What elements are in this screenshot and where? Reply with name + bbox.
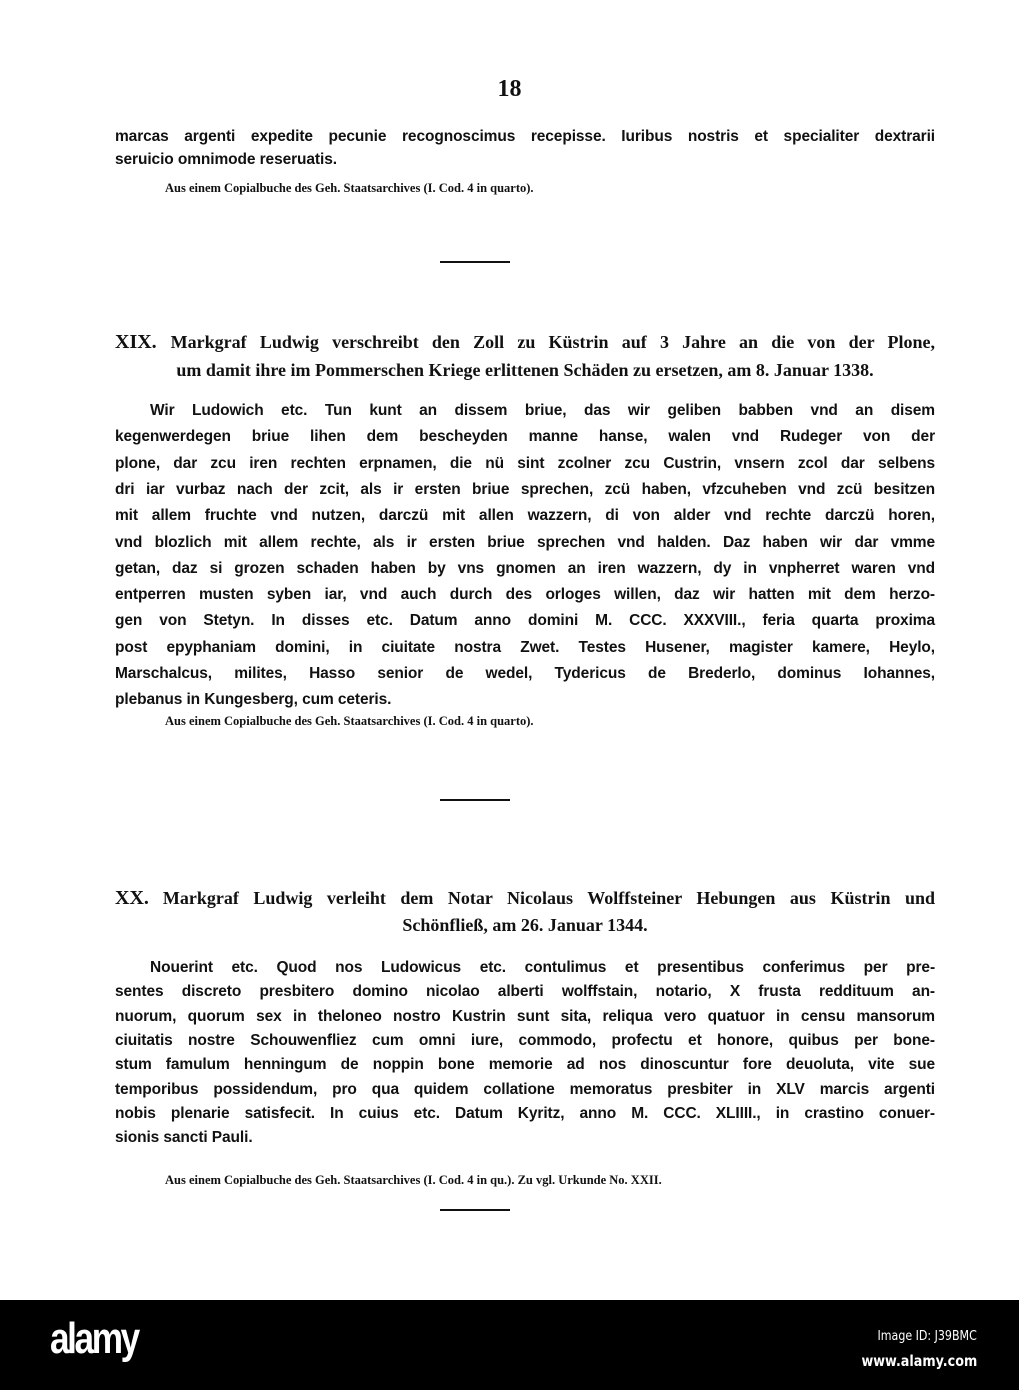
body-line: vnd blozlich mit allem rechte, als ir ersten briue sprechen vnd halden. Daz haben wir dar vmme xyxy=(115,533,935,551)
document-xix-title xyxy=(115,330,935,354)
source-note: Aus einem Copialbuche des Geh. Staatsarchives (I. Cod. 4 in quarto). xyxy=(165,181,534,195)
body-line: plone, dar zcu iren rechten erpnamen, die nü sint zcolner zcu Custrin, vnsern zcol dar selbens xyxy=(115,454,935,472)
body-line: plebanus in Kungesberg, cum ceteris. xyxy=(115,691,392,709)
section-divider xyxy=(440,261,510,263)
alamy-logo: alamy xyxy=(50,1314,138,1363)
body-line: mit allem fruchte vnd nutzen, darczü mit allen wazzern, di von alder vnd rechte darczü horen, xyxy=(115,507,935,525)
title-line: Schönfließ, am 26. Januar 1344. xyxy=(402,915,648,935)
body-line: gen von Stetyn. In disses etc. Datum anno domini M. CCC. XXXVIII., feria quarta proxima xyxy=(115,612,935,630)
body-line: Nouerint etc. Quod nos Ludowicus etc. contulimus et presentibus conferimus per pre- xyxy=(150,959,935,976)
body-line: getan, daz si grozen schaden haben by vns gnomen an iren wazzern, dy in vnpherret waren vnd xyxy=(115,559,935,577)
body-line: sentes discreto presbitero domino nicolao alberti wolffstain, notario, X frusta reddituum an- xyxy=(115,983,935,1001)
body-line: post epyphaniam domini, in ciuitate nostra Zwet. Testes Husener, magister kamere, Heylo, xyxy=(115,638,935,656)
body-line: ciuitatis nostre Schouwenfliez cum omni iure, commodo, profectu et honore, quibus per bone- xyxy=(115,1031,935,1049)
page-number: 18 xyxy=(497,76,522,102)
body-line: dri iar vurbaz nach der zcit, als ir ersten briue sprechen, zcü haben, vfzcuheben vnd zcü besitzen xyxy=(115,480,935,498)
document-xx-title xyxy=(115,886,935,910)
document-number: XX. xyxy=(115,887,149,909)
document-number: XIX. xyxy=(115,331,157,353)
body-line: stum famulum henningum de noppin bone memorie ad nos dinoscuntur fore deuoluta, vite sue xyxy=(115,1056,935,1074)
title-line: Markgraf Ludwig verleiht dem Notar Nicolaus Wolffsteiner Hebungen aus Küstrin und xyxy=(162,888,935,908)
body-line: Wir Ludowich etc. Tun kunt an dissem briue, das wir geliben babben vnd an disem xyxy=(150,402,935,419)
continuation-line: seruicio omnimode reseruatis. xyxy=(115,151,337,168)
body-line: temporibus possidendum, pro qua quidem collatione memoratus presbiter in XLV marcis argenti xyxy=(115,1080,935,1098)
body-line: entperren musten syben iar, vnd auch durch des orloges willen, daz wir hatten mit dem herzo- xyxy=(115,586,935,604)
title-line: um damit ihre im Pommerschen Kriege erlittenen Schäden zu ersetzen, am 8. Januar 1338. xyxy=(176,360,874,380)
body-line: nobis plenarie satisfecit. In cuius etc. Datum Kyritz, anno M. CCC. XLIIII., in crastino conuer- xyxy=(115,1104,935,1122)
title-line: Markgraf Ludwig verschreibt den Zoll zu Küstrin auf 3 Jahre an die von der Plone, xyxy=(170,332,935,352)
image-id: Image ID: J39BMC xyxy=(877,1329,977,1344)
source-note: Aus einem Copialbuche des Geh. Staatsarchives (I. Cod. 4 in qu.). Zu vgl. Urkunde No. XXII. xyxy=(165,1173,662,1187)
watermark-bar xyxy=(0,1300,1019,1390)
section-divider xyxy=(440,799,510,801)
continuation-line: marcas argenti expedite pecunie recognoscimus recepisse. Iuribus nostris et specialiter dextrarii xyxy=(115,128,935,145)
watermark-url: www.alamy.com xyxy=(861,1352,977,1370)
body-line: kegenwerdegen briue lihen dem bescheyden manne hanse, walen vnd Rudeger von der xyxy=(115,428,935,446)
source-note: Aus einem Copialbuche des Geh. Staatsarchives (I. Cod. 4 in quarto). xyxy=(165,714,534,728)
body-line: nuorum, quorum sex in theloneo nostro Kustrin sunt sita, reliqua vero quatuor in censu mansorum xyxy=(115,1007,935,1025)
section-divider xyxy=(440,1209,510,1211)
body-line: Marschalcus, milites, Hasso senior de wedel, Tydericus de Brederlo, dominus Iohannes, xyxy=(115,665,935,682)
body-line: sionis sancti Pauli. xyxy=(115,1129,253,1147)
